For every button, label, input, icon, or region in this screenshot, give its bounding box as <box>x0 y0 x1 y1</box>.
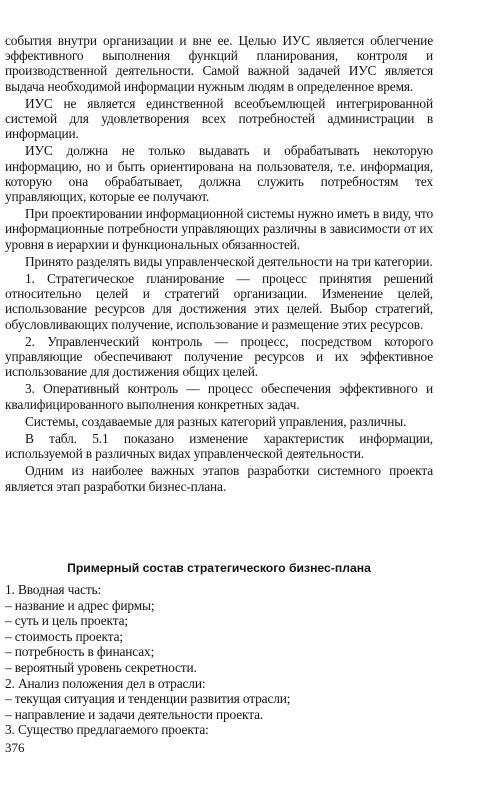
paragraph: ИУС должна не только выдавать и обрабатывать некоторую информацию, но и быть ориентирована на пользователя, т.е. информация, которую она обрабатывает, должна служить потребностям тех управляющих, которые ее получают. <box>5 143 433 205</box>
list-item: – название и адрес фирмы; <box>5 597 155 613</box>
paragraph: Принято разделять виды управленческой деятельности на три категории. <box>25 253 433 269</box>
list-item: – потребность в финансах; <box>5 644 155 660</box>
list-item: – вероятный уровень секретности. <box>5 659 197 675</box>
list-item: – направление и задачи деятельности проекта. <box>5 706 264 722</box>
paragraph: события внутри организации и вне ее. Целью ИУС является облегчение эффективного выполнения функций планирования, контроля и производственной деятельности. Самой важной задачей ИУС является выдача необходимой информации нужным людям в определенное время. <box>5 33 433 94</box>
list-item: 3. Существо предлагаемого проекта: <box>5 722 209 738</box>
list-item: – текущая ситуация и тенденции развития отрасли; <box>5 691 291 707</box>
page-number: 376 <box>5 740 25 755</box>
body-text <box>5 33 433 496</box>
paragraph: При проектировании информационной системы нужно иметь в виду, что информационные потребности управляющих различны в зависимости от их уровня в иерархии и функциональных обязанностей. <box>5 206 433 252</box>
paragraph: 2. Управленческий контроль — процесс, посредством которого управляющие обеспечивают получение ресурсов и их эффективное использование для достижения общих целей. <box>5 333 433 380</box>
paragraph: Одним из наиболее важных этапов разработки системного проекта является этап разработки бизнес-плана. <box>5 463 433 494</box>
list-item: 2. Анализ положения дел в отрасли: <box>5 675 206 691</box>
paragraph: ИУС не является единственной всеобъемлющей интегрированной системой для удовлетворения всех потребностей администрации в информации. <box>5 95 433 142</box>
list-item: 1. Вводная часть: <box>5 582 102 597</box>
paragraph: 3. Оперативный контроль — процесс обеспечения эффективного и квалифицированного выполнения конкретных задач. <box>5 381 433 412</box>
list-item: – суть и цель проекта; <box>5 613 128 629</box>
list-item: – стоимость проекта; <box>5 628 123 644</box>
paragraph: 1. Стратегическое планирование — процесс принятия решений относительно целей и стратегий организации. Изменение целей, использование ресурсов для достижения этих целей. Выбор стратегий, обусловливающих получение, использование и размещение этих ресурсов. <box>5 271 433 332</box>
section-heading: Примерный состав стратегического бизнес-плана <box>67 561 371 575</box>
paragraph: Системы, создаваемые для разных категорий управления, различны. <box>25 413 407 429</box>
paragraph: В табл. 5.1 показано изменение характеристик информации, используемой в различных видах управленческой деятельности. <box>5 431 433 462</box>
business-plan-list <box>5 582 433 738</box>
